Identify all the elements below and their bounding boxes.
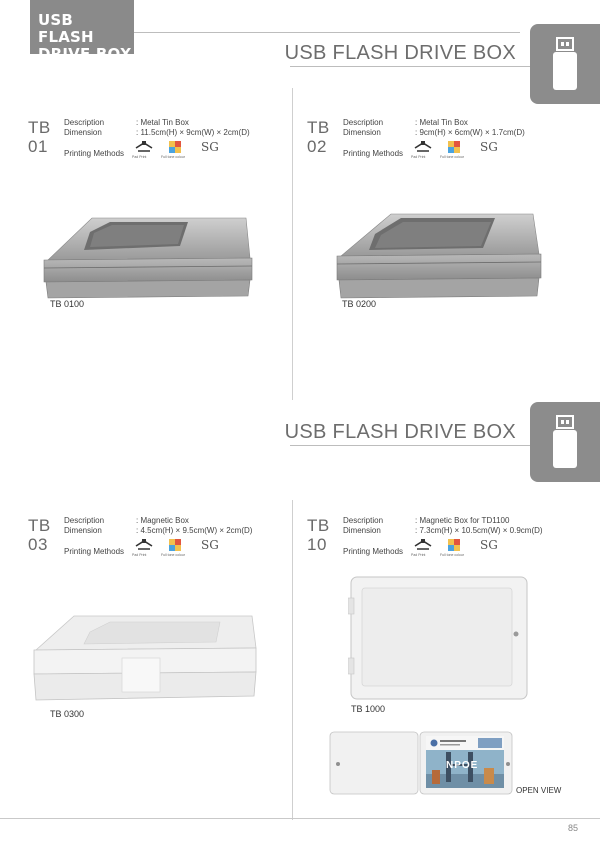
description-label: Description [343, 516, 384, 525]
product-code [307, 118, 330, 156]
product-code-prefix: TB [28, 118, 51, 137]
printing-method-icons [413, 140, 523, 162]
dimension-value: : 4.5cm(H) × 9.5cm(W) × 2cm(D) [136, 525, 253, 535]
pad-print-caption: Pad Print [411, 553, 426, 557]
description-value: : Metal Tin Box [415, 118, 468, 127]
tin-box-tb0200-image [333, 208, 545, 304]
side-tab-2 [530, 402, 600, 482]
product-code-number: 10 [307, 535, 327, 554]
dimension-label: Dimension [343, 525, 381, 535]
magnetic-box-tb0300-image [30, 608, 260, 708]
description-label: Description [343, 118, 384, 127]
pad-print-icon [413, 538, 433, 552]
product-image-label: TB 0200 [342, 299, 377, 309]
printing-methods-label: Printing Methods [64, 547, 125, 556]
footer-rule [0, 818, 600, 819]
section-tag [30, 0, 134, 63]
section-title-1: USB FLASH DRIVE BOX [284, 42, 516, 64]
product-image-label: TB 0300 [50, 709, 85, 719]
full-tone-caption: Full tone colour [161, 155, 185, 159]
full-tone-colour-icon [168, 140, 182, 154]
pad-print-caption: Pad Print [132, 155, 147, 159]
full-tone-colour-icon [168, 538, 182, 552]
printing-methods-label: Printing Methods [64, 149, 125, 158]
dimension-value: : 9cm(H) × 6cm(W) × 1.7cm(D) [415, 127, 525, 137]
product-code-number: 01 [28, 137, 48, 156]
top-rule [134, 32, 520, 33]
dimension-label: Dimension [343, 127, 381, 137]
description-value: : Magnetic Box [136, 516, 189, 525]
usb-drive-icon [552, 414, 578, 470]
description-value: : Magnetic Box for TD1100 [415, 516, 510, 525]
full-tone-colour-icon [447, 140, 461, 154]
product-code [307, 516, 330, 554]
product-code-number: 03 [28, 535, 48, 554]
screen-print-sg: SG [480, 140, 498, 154]
product-image-label: TB 0100 [50, 299, 85, 309]
screen-print-sg: SG [201, 140, 219, 154]
open-view-image [328, 730, 514, 796]
full-tone-caption: Full tone colour [440, 553, 464, 557]
printing-methods-label: Printing Methods [343, 149, 404, 158]
pad-print-icon [413, 140, 433, 154]
product-image-label: TB 1000 [351, 704, 386, 714]
printing-method-icons [134, 140, 244, 162]
tin-box-tb0100-image [40, 210, 255, 302]
full-tone-caption: Full tone colour [440, 155, 464, 159]
screen-print-sg: SG [480, 538, 498, 552]
product-code-number: 02 [307, 137, 327, 156]
product-code-prefix: TB [307, 516, 330, 535]
printing-methods-label: Printing Methods [343, 547, 404, 556]
section-tag-line1: USB FLASH [38, 11, 94, 46]
product-code [28, 118, 51, 156]
pad-print-caption: Pad Print [411, 155, 426, 159]
full-tone-colour-icon [447, 538, 461, 552]
product-code-prefix: TB [28, 516, 51, 535]
section-title-rule-1 [290, 66, 530, 67]
dimension-label: Dimension [64, 525, 102, 535]
side-tab-1 [530, 24, 600, 104]
screen-print-sg: SG [201, 538, 219, 552]
printing-method-icons [134, 538, 244, 560]
description-label: Description [64, 118, 105, 127]
dimension-value: : 11.5cm(H) × 9cm(W) × 2cm(D) [136, 127, 250, 137]
dimension-value: : 7.3cm(H) × 10.5cm(W) × 0.9cm(D) [415, 525, 543, 535]
magnetic-box-tb1000-image [348, 574, 530, 702]
product-code [28, 516, 51, 554]
pad-print-icon [134, 538, 154, 552]
section-title-2: USB FLASH DRIVE BOX [284, 421, 516, 443]
full-tone-caption: Full tone colour [161, 553, 185, 557]
open-view-label: OPEN VIEW [516, 786, 562, 795]
card-text: NPOE [446, 760, 479, 771]
section-tag-line2: DRIVE BOX [38, 45, 132, 63]
usb-drive-icon [552, 36, 578, 92]
product-code-prefix: TB [307, 118, 330, 137]
pad-print-caption: Pad Print [132, 553, 147, 557]
description-value: : Metal Tin Box [136, 118, 189, 127]
dimension-label: Dimension [64, 127, 102, 137]
section-title-rule-2 [290, 445, 530, 446]
page-number: 85 [567, 823, 578, 833]
printing-method-icons [413, 538, 523, 560]
description-label: Description [64, 516, 105, 525]
pad-print-icon [134, 140, 154, 154]
